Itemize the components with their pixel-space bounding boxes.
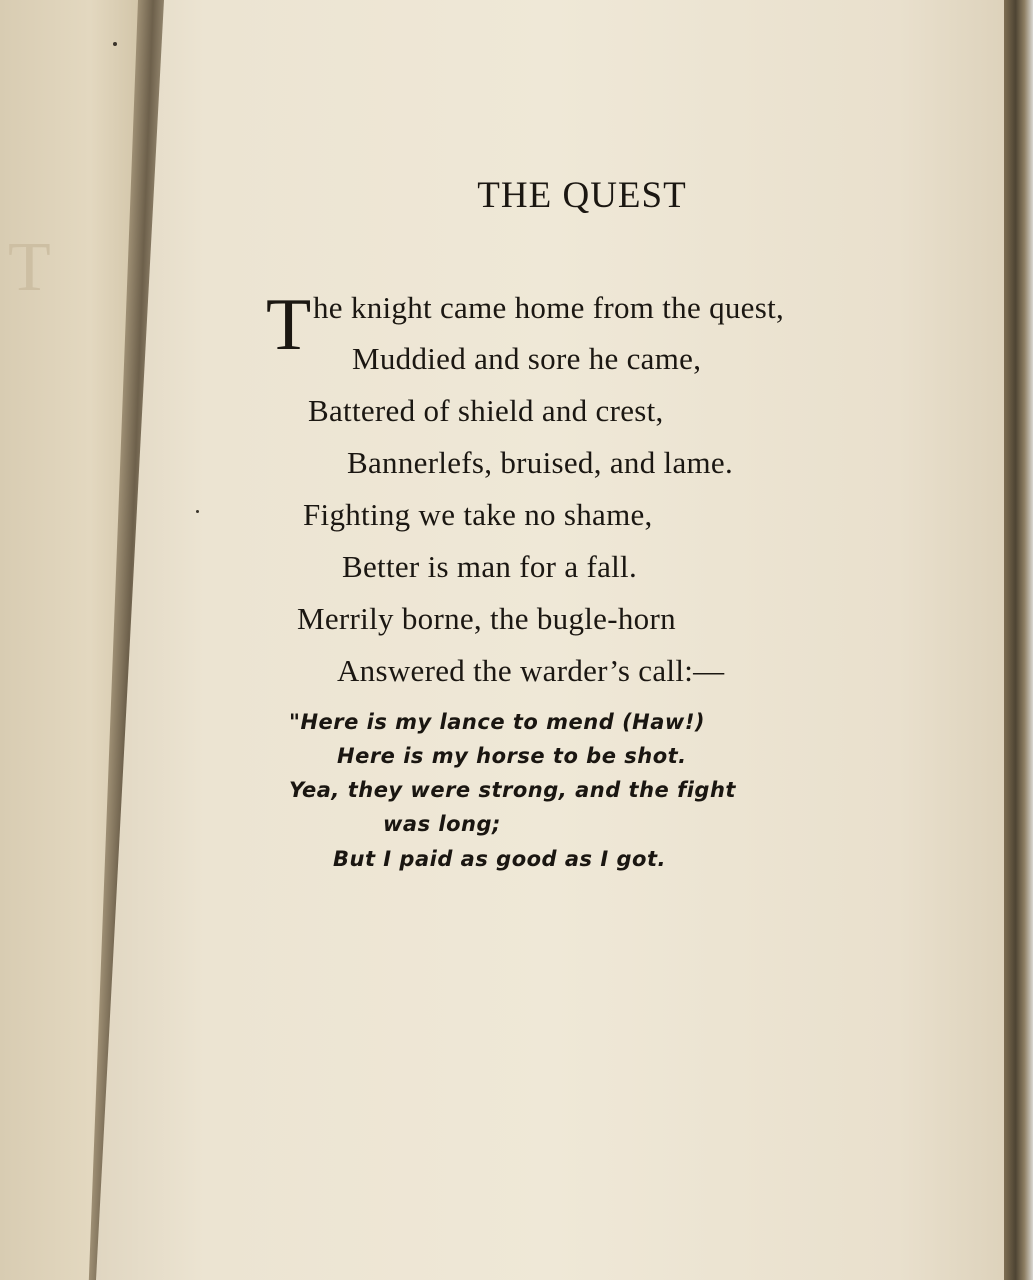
- verse-line: Muddied and sore he came,: [352, 341, 702, 376]
- verse-line: Fighting we take no shame,: [303, 497, 653, 532]
- quote-line: "Here is my lance to mend (Haw!): [289, 710, 705, 734]
- verse-line: Better is man for a fall.: [342, 549, 638, 584]
- quote-line: Yea, they were strong, and the fight: [289, 778, 736, 802]
- paper-speck: [113, 42, 117, 46]
- quote-line: was long;: [383, 812, 501, 836]
- drop-cap: T: [266, 284, 312, 366]
- quote-line: But I paid as good as I got.: [333, 847, 666, 871]
- verse-line: Merrily borne, the bugle-horn: [297, 601, 676, 636]
- poem-title: THE QUEST: [477, 175, 687, 216]
- show-through-letter: T: [8, 229, 51, 306]
- verse-line: Bannerlefs, bruised, and lame.: [347, 445, 734, 480]
- verse-line: he knight came home from the quest,: [313, 290, 785, 325]
- quote-line: Here is my horse to be shot.: [337, 744, 687, 768]
- verse-line: Answered the warder’s call:—: [337, 653, 725, 688]
- paper-speck: [196, 510, 199, 513]
- book-cover-edge: [1004, 0, 1033, 1280]
- verse-line: Battered of shield and crest,: [308, 393, 664, 428]
